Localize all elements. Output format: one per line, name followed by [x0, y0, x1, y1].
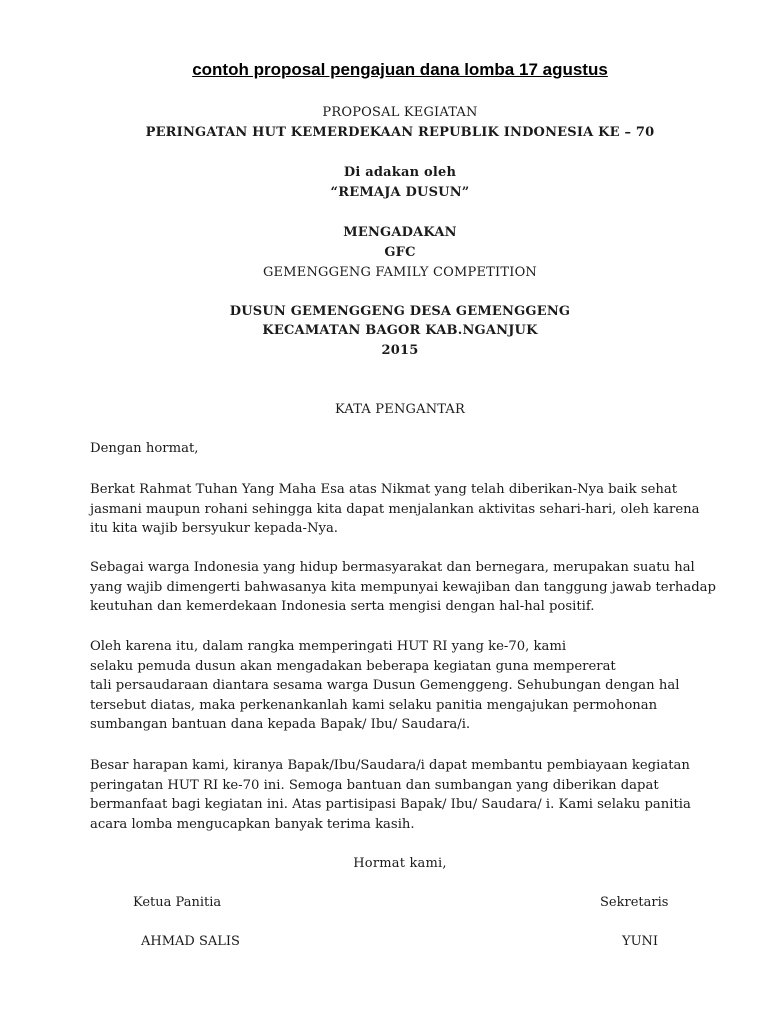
- paragraph-line: sumbangan bantuan dana kepada Bapak/ Ibu/ Saudara/i.: [90, 717, 471, 733]
- paragraph-line: tersebut diatas, maka perkenankanlah kami selaku panitia mengajukan permohonan: [90, 697, 658, 713]
- paragraph-line: keutuhan dan kemerdekaan Indonesia serta mengisi dengan hal-hal positif.: [90, 599, 595, 615]
- paragraph-line: selaku pemuda dusun akan mengadakan beberapa kegiatan guna mempererat: [90, 658, 616, 674]
- header-village: DUSUN GEMENGGENG DESA GEMENGGENG: [229, 304, 571, 319]
- signature-right-name: YUNI: [622, 934, 659, 949]
- header-organizer: “REMAJA DUSUN”: [330, 185, 470, 200]
- header-year: 2015: [381, 343, 419, 358]
- paragraph-3: [90, 637, 720, 735]
- paragraph-2: [90, 558, 720, 617]
- header-acronym: GFC: [384, 245, 416, 260]
- paragraph-line: tali persaudaraan diantara sesama warga Dusun Gemenggeng. Sehubungan dengan hal: [90, 678, 680, 694]
- paragraph-line: Oleh karena itu, dalam rangka memperingati HUT RI yang ke-70, kami: [90, 639, 567, 654]
- document-title: contoh proposal pengajuan dana lomba 17 agustus: [192, 60, 608, 79]
- paragraph-1: [90, 480, 720, 539]
- paragraph-line: bermanfaat bagi kegiatan ini. Atas partisipasi Bapak/ Ibu/ Saudara/ i. Kami selaku panitia: [90, 797, 691, 813]
- paragraph-line: itu kita wajib bersyukur kepada-Nya.: [90, 521, 338, 537]
- signature-right-role: Sekretaris: [600, 895, 669, 910]
- header-proposal: PROPOSAL KEGIATAN: [322, 105, 478, 120]
- section-heading: KATA PENGANTAR: [334, 402, 466, 417]
- header-district: KECAMATAN BAGOR KAB.NGANJUK: [262, 323, 538, 338]
- signature-left-name: AHMAD SALIS: [141, 934, 240, 949]
- paragraph-line: Berkat Rahmat Tuhan Yang Maha Esa atas Nikmat yang telah diberikan-Nya baik sehat: [90, 482, 678, 497]
- signature-left-role: Ketua Panitia: [133, 895, 222, 910]
- greeting: Dengan hormat,: [90, 441, 199, 456]
- paragraph-line: acara lomba mengucapkan banyak terima kasih.: [90, 816, 415, 832]
- paragraph-line: Besar harapan kami, kiranya Bapak/Ibu/Saudara/i dapat membantu pembiayaan kegiatan: [90, 758, 690, 773]
- paragraph-line: jasmani maupun rohani sehingga kita dapat menjalankan aktivitas sehari-hari, oleh karena: [90, 501, 700, 517]
- closing: Hormat kami,: [353, 856, 447, 871]
- paragraph-line: peringatan HUT RI ke-70 ini. Semoga bantuan dan sumbangan yang diberikan dapat: [90, 777, 659, 793]
- paragraph-line: Sebagai warga Indonesia yang hidup bermasyarakat dan bernegara, merupakan suatu hal: [90, 560, 695, 575]
- header-competition: GEMENGGENG FAMILY COMPETITION: [262, 265, 538, 280]
- paragraph-4: [90, 756, 720, 834]
- paragraph-line: yang wajib dimengerti bahwasanya kita mempunyai kewajiban dan tanggung jawab terhadap: [90, 579, 716, 595]
- header-event: PERINGATAN HUT KEMERDEKAAN REPUBLIK INDONESIA KE – 70: [145, 125, 655, 140]
- header-holds: MENGADAKAN: [343, 225, 457, 240]
- header-organized-by: Di adakan oleh: [343, 165, 457, 180]
